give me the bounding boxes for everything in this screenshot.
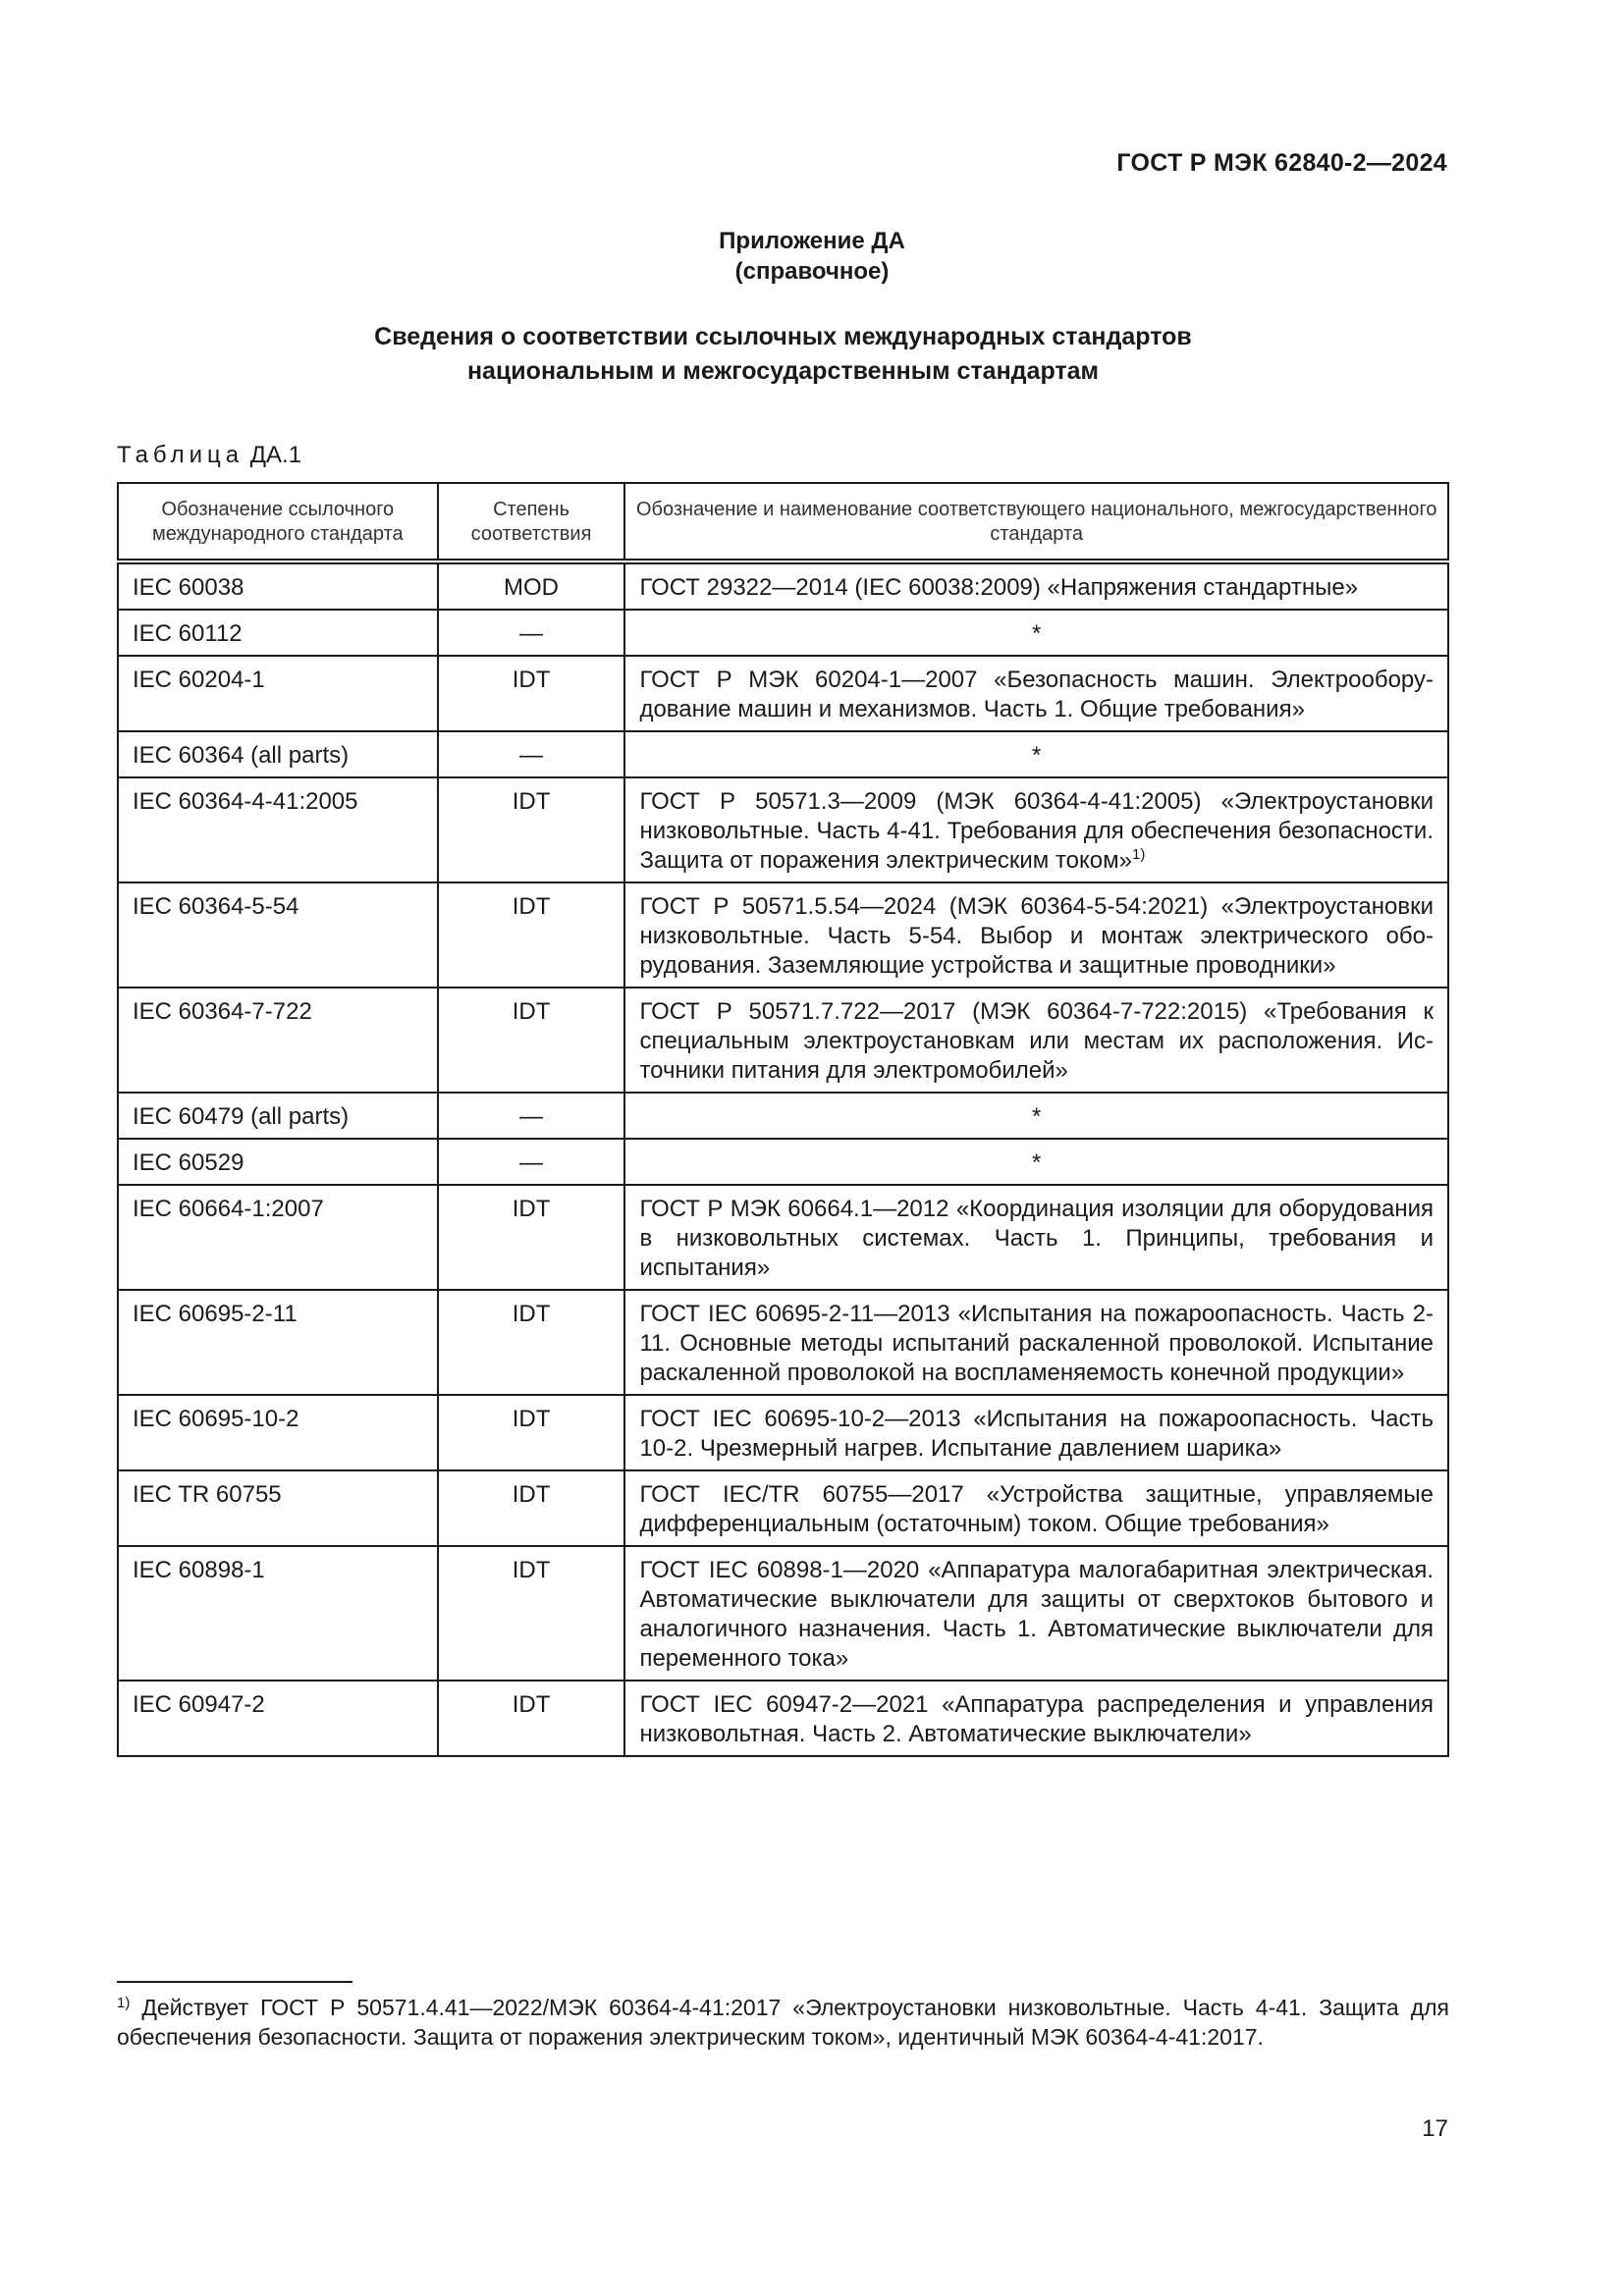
cell-national-standard: [624, 731, 1448, 777]
cell-national-standard: [624, 1681, 1448, 1756]
cell-degree: —: [438, 731, 625, 777]
cell-national-standard: [624, 882, 1448, 988]
table-row: [118, 1290, 1448, 1395]
cell-national-standard: [624, 1290, 1448, 1395]
footnote-marker: 1): [117, 1995, 131, 2011]
cell-national-standard: [624, 777, 1448, 882]
table-row: [118, 656, 1448, 731]
cell-degree: IDT: [438, 988, 625, 1093]
table-caption: [117, 442, 301, 469]
header-reference-standard: Обозначение ссылочного международного стандарта: [118, 483, 438, 561]
cell-national-standard: [624, 1093, 1448, 1139]
cell-reference-standard: IEC 60695-10-2: [118, 1395, 438, 1470]
table-header-row: [118, 483, 1448, 561]
national-standard-text: ГОСТ IEC 60695-2-11—2013 «Испытания на пожароопасность. Часть 2-11. Основные методы испытаний раскаленной проволокой. Испытание раскаленной проволокой на воспламеняемость конечной продукции»: [639, 1301, 1434, 1386]
cell-reference-standard: IEC 60695-2-11: [118, 1290, 438, 1395]
cell-national-standard: [624, 988, 1448, 1093]
table-row: [118, 610, 1448, 656]
table-row: [118, 561, 1448, 610]
national-standard-text: *: [1032, 742, 1042, 769]
cell-degree: IDT: [438, 777, 625, 882]
standards-table: [117, 482, 1449, 1757]
cell-national-standard: [624, 1470, 1448, 1546]
page-number: 17: [1422, 2115, 1448, 2142]
cell-degree: IDT: [438, 1395, 625, 1470]
footnote-rule: [117, 1981, 352, 1983]
cell-reference-standard: IEC 60038: [118, 561, 438, 610]
header-degree: Степень соответствия: [438, 483, 625, 561]
table-row: [118, 1139, 1448, 1185]
cell-degree: IDT: [438, 1185, 625, 1290]
cell-degree: MOD: [438, 561, 625, 610]
cell-reference-standard: IEC 60112: [118, 610, 438, 656]
cell-degree: IDT: [438, 1546, 625, 1681]
cell-degree: IDT: [438, 1470, 625, 1546]
cell-reference-standard: IEC 60898-1: [118, 1546, 438, 1681]
cell-reference-standard: IEC 60364-4-41:2005: [118, 777, 438, 882]
table-row: [118, 1470, 1448, 1546]
national-standard-text: *: [1032, 1103, 1042, 1130]
cell-reference-standard: IEC 60947-2: [118, 1681, 438, 1756]
cell-national-standard: [624, 1185, 1448, 1290]
cell-national-standard: [624, 610, 1448, 656]
cell-reference-standard: IEC TR 60755: [118, 1470, 438, 1546]
cell-reference-standard: IEC 60364 (all parts): [118, 731, 438, 777]
footnote-text: Действует ГОСТ Р 50571.4.41—2022/МЭК 60364-4-41:2017 «Электроустановки низковольтные. Часть 4-41. Защита для обеспечения безопасности. Защита от поражения электрическим током», идентичный МЭК 60364-4-41:2017.: [117, 1995, 1450, 2050]
national-standard-text: ГОСТ IEC 60695-10-2—2013 «Испытания на пожароопасность. Часть 10-2. Чрезмерный нагрев. Испытание давлением шарика»: [639, 1406, 1434, 1462]
table-row: [118, 1185, 1448, 1290]
national-standard-text: ГОСТ Р МЭК 60204-1—2007 «Безопасность машин. Электрооборудование машин и механизмов. Часть 1. Общие требования»: [639, 667, 1434, 722]
cell-degree: IDT: [438, 656, 625, 731]
table-row: [118, 777, 1448, 882]
national-standard-text: *: [1032, 620, 1042, 647]
cell-national-standard: [624, 1139, 1448, 1185]
national-standard-text: ГОСТ IEC/TR 60755—2017 «Устройства защитные, управляемые дифференциальным (остаточным) током. Общие требования»: [639, 1481, 1434, 1537]
header-national-standard: Обозначение и наименование соответствующего национального, межгосударственного стандарта: [624, 483, 1448, 561]
table-caption-word: Таблица: [117, 442, 244, 468]
annex-type: (справочное): [734, 258, 890, 285]
footnote: [117, 1993, 1449, 2052]
cell-degree: —: [438, 1093, 625, 1139]
national-standard-text: ГОСТ IEC 60947-2—2021 «Аппаратура распределения и управления низковольтная. Часть 2. Автоматические выключатели»: [639, 1691, 1434, 1747]
cell-national-standard: [624, 1546, 1448, 1681]
cell-degree: —: [438, 1139, 625, 1185]
national-standard-text: *: [1032, 1149, 1042, 1176]
table-row: [118, 1546, 1448, 1681]
national-standard-text: ГОСТ Р 50571.7.722—2017 (МЭК 60364-7-722:2015) «Требования к специальным электроустановкам или местам их расположения. Источники питания для электромобилей»: [639, 998, 1434, 1084]
cell-reference-standard: IEC 60479 (all parts): [118, 1093, 438, 1139]
national-standard-text: ГОСТ Р 50571.3—2009 (МЭК 60364-4-41:2005) «Электроустановки низковольтные. Часть 4-41. Требования для обеспечения безопасности. Защита от поражения электрическим током»: [639, 788, 1434, 874]
cell-degree: IDT: [438, 882, 625, 988]
national-standard-text: ГОСТ Р МЭК 60664.1—2012 «Координация изоляции для оборудования в низковольтных системах. Часть 1. Принципы, требования и испытания»: [639, 1196, 1434, 1281]
national-standard-text: ГОСТ 29322—2014 (IEC 60038:2009) «Напряжения стандартные»: [639, 574, 1359, 601]
table-row: [118, 1681, 1448, 1756]
cell-reference-standard: IEC 60529: [118, 1139, 438, 1185]
cell-national-standard: [624, 561, 1448, 610]
cell-degree: —: [438, 610, 625, 656]
table-row: [118, 731, 1448, 777]
annex-name: Приложение ДА: [719, 228, 905, 254]
document-code: ГОСТ Р МЭК 62840-2—2024: [1116, 149, 1447, 177]
table-row: [118, 882, 1448, 988]
cell-reference-standard: IEC 60364-5-54: [118, 882, 438, 988]
cell-degree: IDT: [438, 1290, 625, 1395]
national-standard-text: ГОСТ IEC 60898-1—2020 «Аппаратура малогабаритная электрическая. Автоматические выключатели для защиты от сверхтоков бытового и аналогичного назначения. Часть 1. Автоматические выключатели для переменного тока»: [639, 1557, 1434, 1672]
table-row: [118, 1093, 1448, 1139]
cell-reference-standard: IEC 60204-1: [118, 656, 438, 731]
table-row: [118, 988, 1448, 1093]
footnote-reference: 1): [1131, 846, 1146, 863]
cell-reference-standard: IEC 60664-1:2007: [118, 1185, 438, 1290]
cell-national-standard: [624, 656, 1448, 731]
table-row: [118, 1395, 1448, 1470]
annex-title: [0, 320, 1566, 389]
national-standard-text: ГОСТ Р 50571.5.54—2024 (МЭК 60364-5-54:2021) «Электроустановки низковольтные. Часть 5-54. Выбор и монтаж электрического оборудования. Заземляющие устройства и защитные проводники»: [639, 893, 1434, 979]
cell-degree: IDT: [438, 1681, 625, 1756]
table-caption-number: ДА.1: [249, 442, 302, 468]
annex-title-line: национальным и межгосударственным стандартам: [466, 357, 1100, 385]
annex-title-line: Сведения о соответствии ссылочных международных стандартов: [374, 323, 1192, 350]
cell-reference-standard: IEC 60364-7-722: [118, 988, 438, 1093]
annex-heading: [0, 226, 1624, 287]
cell-national-standard: [624, 1395, 1448, 1470]
